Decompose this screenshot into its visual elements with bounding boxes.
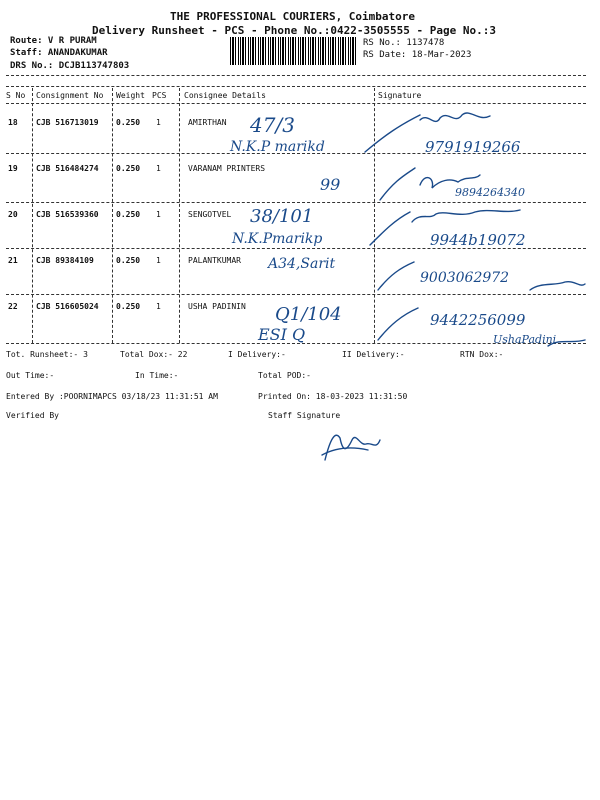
runsheet-subtitle: Delivery Runsheet - PCS - Phone No.:0422-3505555 - Page No.:3 xyxy=(92,24,496,37)
handwritten-address: Q1/104 xyxy=(275,304,342,325)
handwritten-address: N.K.Pmarikp xyxy=(232,231,323,247)
row-consignee: AMIRTHAN xyxy=(188,118,227,127)
staff-signature-scribble xyxy=(325,435,380,460)
handwritten-address: 99 xyxy=(320,175,341,194)
barcode xyxy=(230,37,356,65)
i-delivery: I Delivery:- xyxy=(228,350,286,359)
col-header-sno: S No xyxy=(6,91,26,100)
signature-scribble xyxy=(420,113,490,121)
handwritten-phone: 9003062972 xyxy=(420,270,510,286)
handwritten-address: A34,Sarit xyxy=(268,256,336,272)
handwritten-address: 47/3 xyxy=(250,113,295,137)
signature-scribble xyxy=(412,210,520,222)
row-weight: 0.250 xyxy=(116,256,141,265)
out-time: Out Time:- xyxy=(6,371,55,380)
company-title: THE PROFESSIONAL COURIERS, Coimbatore xyxy=(170,10,416,23)
row-pcs: 1 xyxy=(156,164,161,173)
rs-number: RS No.: 1137478 xyxy=(363,38,445,48)
col-header-weight: Weight xyxy=(116,91,145,100)
signature-stroke xyxy=(380,168,415,200)
rs-date: RS Date: 18-Mar-2023 xyxy=(363,50,472,60)
row-consignee: USHA PADININ xyxy=(188,302,246,311)
in-time: In Time:- xyxy=(135,371,179,380)
divider xyxy=(6,153,586,154)
row-pcs: 1 xyxy=(156,118,161,127)
divider xyxy=(6,202,586,203)
column-divider xyxy=(374,88,375,343)
row-consignment: CJB 516713019 xyxy=(36,118,99,127)
row-consignment: CJB 516605024 xyxy=(36,302,99,311)
row-pcs: 1 xyxy=(156,302,161,311)
column-divider xyxy=(112,88,113,343)
signature-scribble xyxy=(420,175,480,188)
divider xyxy=(6,343,586,344)
column-divider xyxy=(179,88,180,343)
handwritten-address: ESI Q xyxy=(258,325,306,344)
handwritten-phone: 9944b19072 xyxy=(430,231,526,249)
row-sno: 20 xyxy=(8,210,18,219)
handwritten-phone: 9442256099 xyxy=(430,311,526,329)
total-dox: Total Dox:- 22 xyxy=(120,350,188,359)
row-consignment: CJB 89384109 xyxy=(36,256,94,265)
row-sno: 21 xyxy=(8,256,18,265)
total-pod: Total POD:- xyxy=(258,371,311,380)
col-header-consignment: Consignment No xyxy=(36,91,104,100)
row-consignee: SENGOTVEL xyxy=(188,210,232,219)
row-weight: 0.250 xyxy=(116,302,141,311)
row-pcs: 1 xyxy=(156,256,161,265)
divider xyxy=(6,294,586,295)
printed-on: Printed On: 18-03-2023 11:31:50 xyxy=(258,392,408,401)
row-weight: 0.250 xyxy=(116,164,141,173)
entered-by: Entered By :POORNIMAPCS 03/18/23 11:31:51 AM xyxy=(6,392,218,401)
route-label: Route: V R PURAM xyxy=(10,36,97,46)
signature-stroke xyxy=(370,212,410,245)
col-header-signature: Signature xyxy=(378,91,422,100)
col-header-pcs: PCS xyxy=(152,91,167,100)
divider xyxy=(6,86,586,87)
row-sno: 18 xyxy=(8,118,18,127)
column-divider xyxy=(32,88,33,343)
divider xyxy=(6,75,586,76)
staff-label: Staff: ANANDAKUMAR xyxy=(10,48,108,58)
signature-scribble xyxy=(530,282,585,290)
row-sno: 22 xyxy=(8,302,18,311)
handwritten-phone: 9894264340 xyxy=(455,186,525,199)
tot-runsheet: Tot. Runsheet:- 3 xyxy=(6,350,88,359)
divider xyxy=(6,248,586,249)
row-weight: 0.250 xyxy=(116,118,141,127)
rtn-dox: RTN Dox:- xyxy=(460,350,504,359)
divider xyxy=(6,103,586,104)
drs-number: DRS No.: DCJB113747803 xyxy=(10,61,130,71)
handwritten-address: N.K.P marikd xyxy=(230,139,325,155)
row-consignee: PALANTKUMAR xyxy=(188,256,241,265)
staff-signature-stroke xyxy=(322,448,368,455)
staff-signature-label: Staff Signature xyxy=(268,411,341,420)
signature-stroke xyxy=(378,262,414,290)
row-consignment: CJB 516484274 xyxy=(36,164,99,173)
signature-stroke xyxy=(378,308,418,340)
row-sno: 19 xyxy=(8,164,18,173)
row-weight: 0.250 xyxy=(116,210,141,219)
handwritten-phone: 9791919266 xyxy=(425,138,521,156)
row-consignee: VARANAM PRINTERS xyxy=(188,164,266,173)
row-consignment: CJB 516539360 xyxy=(36,210,99,219)
handwritten-address: 38/101 xyxy=(250,206,314,227)
ii-delivery: II Delivery:- xyxy=(342,350,405,359)
row-pcs: 1 xyxy=(156,210,161,219)
col-header-consignee: Consignee Details xyxy=(184,91,266,100)
verified-by: Verified By xyxy=(6,411,59,420)
handwritten-name: UshaPadini xyxy=(493,333,557,346)
